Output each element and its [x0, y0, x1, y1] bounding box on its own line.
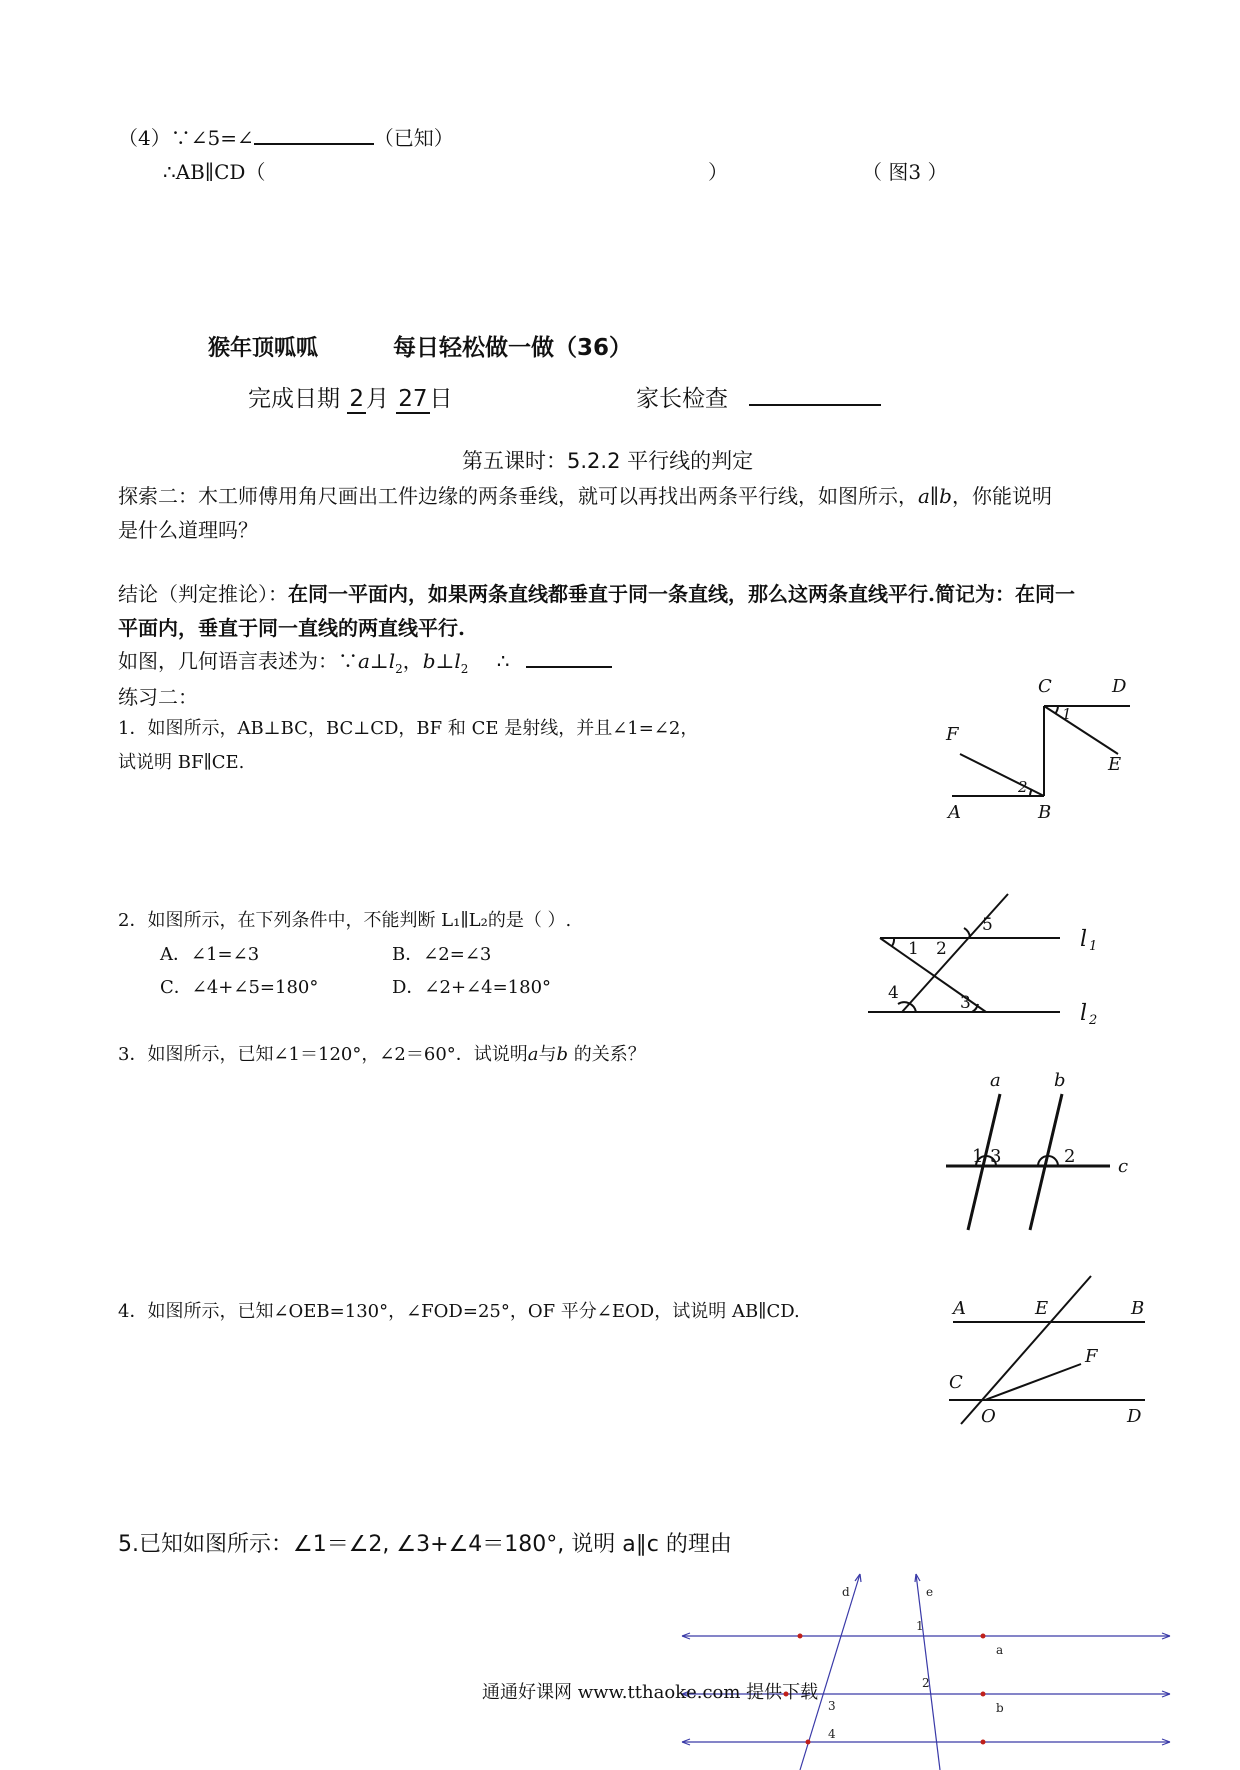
- q3-suffix: 的关系？: [568, 1044, 646, 1065]
- fig5-label-a: a: [996, 1643, 1004, 1657]
- fig1-angle-2: 2: [1018, 778, 1028, 796]
- conclusion-line-2: 平面内，垂直于同一直线的两直线平行.: [118, 616, 465, 640]
- fig4-label-e: E: [1035, 1298, 1049, 1319]
- fig3-label-b: b: [1054, 1070, 1066, 1091]
- footer-credit: 通通好课网 www.tthaoke.com 提供下载: [482, 1682, 819, 1703]
- parent-check-label: 家长检查: [636, 386, 728, 413]
- q2-stem: 2．如图所示，在下列条件中，不能判断 L₁∥L₂的是（ ）.: [118, 910, 572, 931]
- fig4-label-a: A: [953, 1298, 966, 1319]
- parent-check: [636, 380, 881, 413]
- month-unit: 月: [365, 386, 389, 412]
- fig1-label-d: D: [1112, 676, 1127, 697]
- figure-4: [945, 1270, 1175, 1440]
- q2-option-c: C．∠4+∠5=180°: [160, 977, 319, 998]
- explore-text-1: 探索二：木工师傅用角尺画出工件边缘的两条垂线，就可以再找出两条平行线，如图所示，: [118, 484, 918, 508]
- explore-math: a∥b: [918, 484, 952, 508]
- fig5-label-e: e: [926, 1585, 934, 1599]
- page-title: 每日轻松做一做（36）: [393, 335, 633, 361]
- geom-sep: ，: [402, 649, 423, 673]
- fig2-angle-4: 4: [888, 983, 899, 1003]
- lesson-title: 第五课时：5.2.2 平行线的判定: [462, 449, 754, 473]
- conclusion-line-1: [118, 578, 1075, 607]
- figure-1: [940, 670, 1180, 823]
- geom-language: [118, 645, 612, 676]
- prev-line-1-prefix: （4）∵∠5=∠: [118, 126, 254, 150]
- day-unit: 日: [429, 386, 453, 412]
- fig5-angle-1: 1: [916, 1619, 924, 1633]
- q3-mid: 与: [538, 1044, 557, 1065]
- figure-2: [868, 880, 1118, 1030]
- fig1-label-c: C: [1038, 676, 1052, 697]
- geom-therefore: ∴: [496, 649, 510, 673]
- fig3-label-c: c: [1118, 1156, 1129, 1177]
- fig2-label-l1: l 1: [1080, 927, 1098, 954]
- fig4-label-d: D: [1127, 1406, 1142, 1427]
- fig5-label-d: d: [842, 1585, 850, 1599]
- q2-option-b: B．∠2=∠3: [392, 944, 492, 965]
- date-line: [248, 380, 453, 414]
- geom-prefix: 如图，几何语言表述为：∵: [118, 649, 358, 673]
- explore-text-1-tail: ，你能说明: [951, 484, 1052, 508]
- fig5-label-b: b: [996, 1701, 1004, 1715]
- q4-text: 4．如图所示，已知∠OEB=130°，∠FOD=25°，OF 平分∠EOD，试说明 AB∥CD.: [118, 1301, 800, 1322]
- date-month: 2: [349, 386, 364, 412]
- fig3-label-a: a: [990, 1070, 1001, 1091]
- q2-option-d: D．∠2+∠4=180°: [392, 977, 552, 998]
- fig1-label-e: E: [1108, 754, 1122, 775]
- fig1-label-a: A: [948, 802, 961, 823]
- fig2-label-l2: l 2: [1080, 1001, 1098, 1028]
- fig2-angle-5: 5: [982, 915, 993, 935]
- parent-check-blank: [749, 380, 881, 406]
- fig4-transversal: [961, 1276, 1091, 1424]
- fig4-ray-of: [985, 1364, 1081, 1400]
- fig3-angle-1: 1: [972, 1146, 984, 1167]
- conclusion-bold-1: 在同一平面内，如果两条直线都垂直于同一条直线，那么这两条直线平行.简记为：在同一: [288, 582, 1075, 606]
- fig3-angle-3: 3: [990, 1146, 1002, 1167]
- fig4-label-c: C: [949, 1372, 963, 1393]
- q1-line-2: 试说明 BF∥CE.: [118, 752, 245, 773]
- q3-text: [118, 1040, 646, 1066]
- practice-label: 练习二：: [118, 685, 198, 709]
- fig1-label-f: F: [946, 724, 959, 745]
- fig4-label-b: B: [1131, 1298, 1145, 1319]
- explore-line-2: 是什么道理吗？: [118, 518, 258, 542]
- fig4-label-o: O: [981, 1406, 996, 1427]
- prev-line-1-suffix: （已知）: [373, 126, 454, 150]
- explore-line-1: [118, 480, 1052, 509]
- q3-var-a: a: [527, 1044, 539, 1065]
- q3-var-b: b: [556, 1044, 569, 1065]
- fig5-line-e: [916, 1574, 940, 1770]
- fig2-angle-2: 2: [936, 939, 947, 959]
- fig4-label-f: F: [1085, 1346, 1098, 1367]
- prev-line-2-close: ）: [708, 160, 728, 184]
- fig2-angle-1: 1: [908, 939, 919, 959]
- date-label: 完成日期: [248, 386, 340, 412]
- q1-line-1: 1．如图所示，AB⊥BC，BC⊥CD，BF 和 CE 是射线，并且∠1=∠2，: [118, 718, 699, 739]
- figure-3: [940, 1070, 1170, 1240]
- prev-line-2: ∴AB∥CD（: [163, 160, 266, 184]
- geom-sub-1: 2: [395, 662, 403, 676]
- conclusion-label: 结论（判定推论）：: [118, 582, 288, 606]
- fig5-angle-2: 2: [922, 1676, 930, 1690]
- brand: 猴年顶呱呱: [208, 335, 319, 361]
- geom-sub-2: 2: [460, 662, 469, 676]
- date-day: 27: [398, 386, 428, 412]
- figure-5: [678, 1570, 1198, 1770]
- fig1-label-b: B: [1038, 802, 1052, 823]
- geom-expr-2: b⊥l: [422, 649, 461, 673]
- fig5-angle-3: 3: [828, 1699, 836, 1713]
- q3-prefix: 3．如图所示，已知∠1＝120°，∠2＝60°．试说明: [118, 1044, 528, 1065]
- q2-option-a: A．∠1=∠3: [160, 944, 260, 965]
- fig3-angle-2: 2: [1064, 1146, 1076, 1167]
- prev-line-1: [118, 122, 454, 151]
- figure-ref: （ 图3 ）: [862, 160, 948, 184]
- fig1-angle-1: 1: [1062, 705, 1072, 723]
- fig2-angle-3: 3: [960, 993, 971, 1013]
- geom-blank: [526, 645, 612, 668]
- q5-text: 5.已知如图所示：∠1＝∠2, ∠3+∠4＝180°, 说明 a∥c 的理由: [118, 1532, 732, 1557]
- blank-angle: [254, 122, 374, 145]
- geom-expr-1: a⊥l: [358, 649, 396, 673]
- fig5-angle-4: 4: [828, 1727, 836, 1741]
